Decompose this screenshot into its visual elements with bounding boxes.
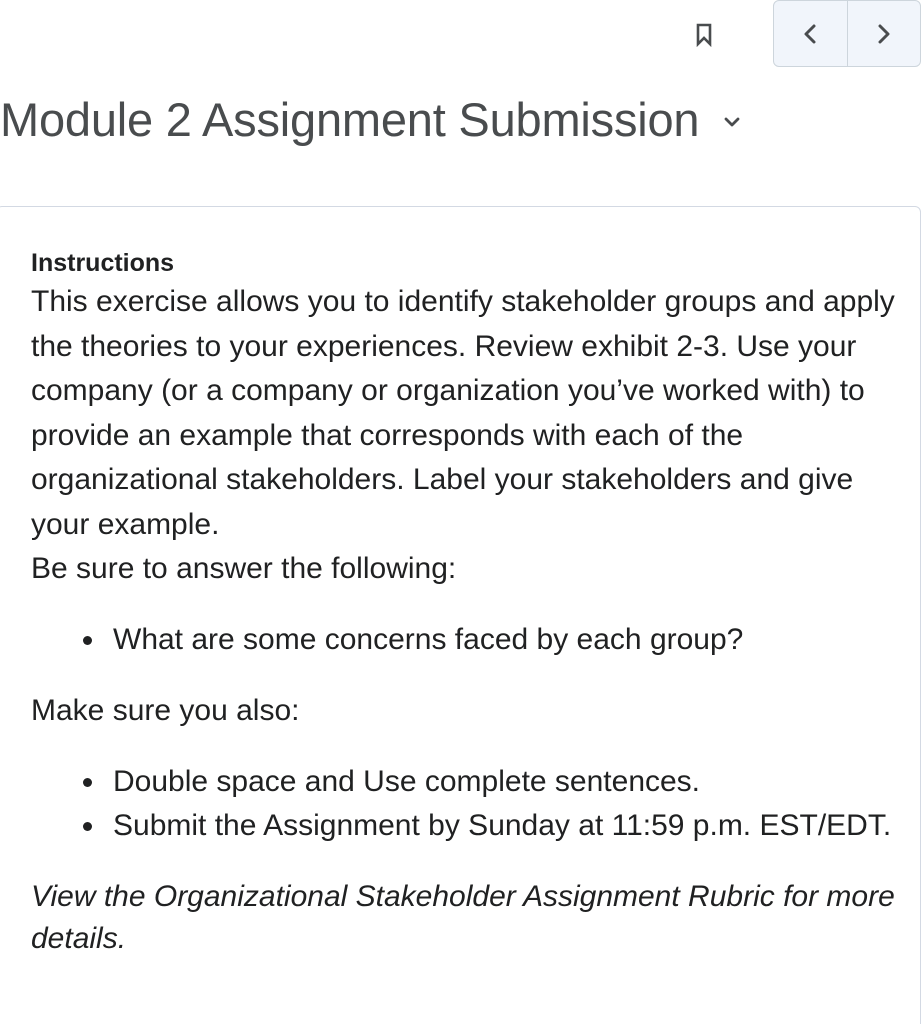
answer-list [31,618,901,663]
bullet-dot [83,778,92,787]
next-topic-button[interactable] [847,1,921,66]
also-intro: Make sure you also: [31,694,300,727]
rubric-note: View the Organizational Stakeholder Assignment Rubric for more details. [31,879,895,955]
chevron-right-icon [876,23,892,45]
bookmark-icon [696,23,712,47]
bullet-dot [83,636,92,645]
previous-topic-button[interactable] [774,1,847,66]
also-list [31,760,901,849]
list-item-text: Submit the Assignment by Sunday at 11:59 p.m. EST/EDT. [113,809,892,842]
chevron-down-icon [723,116,741,128]
answer-intro: Be sure to answer the following: [31,552,457,585]
chevron-left-icon [802,23,818,45]
bullet-dot [83,822,92,831]
instructions-body [31,280,901,592]
title-dropdown-button[interactable] [723,116,741,128]
title-row [0,92,741,147]
instructions-heading: Instructions [31,249,175,277]
list-item-text: Double space and Use complete sentences. [113,764,701,798]
instructions-content [31,246,901,960]
list-item [31,618,901,663]
list-item-text: What are some concerns faced by each group? [113,622,744,656]
list-item [31,760,901,805]
bookmark-button[interactable] [690,20,718,50]
topic-navigation [773,0,921,67]
list-item [31,804,901,849]
instructions-paragraph: This exercise allows you to identify stakeholder groups and apply the theories to your experiences. Review exhibit 2-3. Use your company (or a company or organization you’ve worked with) to provide an example that corresponds with each of the organizational stakeholders. Label your stakeholders and give your example. [31,285,895,541]
page-title: Module 2 Assignment Submission [0,93,700,146]
